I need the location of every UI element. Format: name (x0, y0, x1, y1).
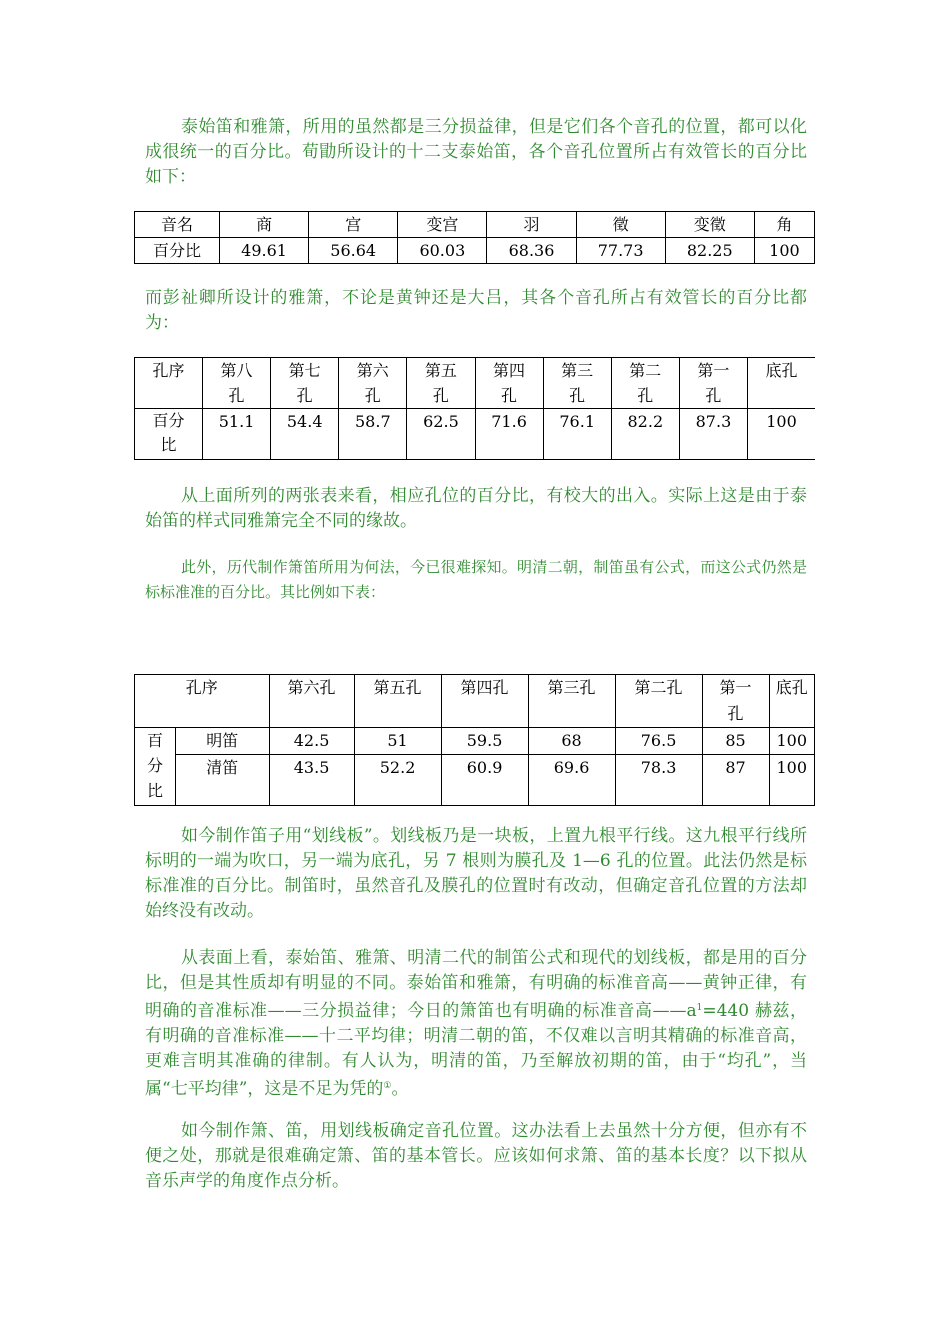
paragraph-ming-qing-intro: 此外，历代制作箫笛所用为何法，今已很难探知。明清二朝，制笛虽有公式，而这公式仍然是标标准准的百分比。其比例如下表： (145, 558, 807, 601)
table-cell: 78.3 (615, 755, 702, 806)
paragraph-taishi-intro: 泰始笛和雅箫，所用的虽然都是三分损益律，但是它们各个音孔的位置，都可以化成很统一的百分比。荀勖所设计的十二支泰始笛，各个音孔位置所占有效管长的百分比如下： (145, 117, 807, 187)
table-cell: 85 (702, 728, 769, 755)
table-cell: 71.6 (475, 409, 543, 460)
table-cell: 100 (754, 238, 814, 264)
table-cell: 69.6 (528, 755, 615, 806)
footnote-marker[interactable]: ① (383, 1081, 392, 1091)
table-cell: 羽 (487, 212, 576, 238)
yaxiao-percentage-table (134, 357, 815, 460)
table-row (135, 409, 816, 460)
table-cell: 徵 (576, 212, 665, 238)
table-cell: 第五 孔 (407, 358, 475, 409)
table-cell: 76.1 (543, 409, 611, 460)
table-cell: 77.73 (576, 238, 665, 264)
table-cell: 音名 (135, 212, 220, 238)
table-cell: 清笛 (176, 755, 270, 806)
table-row (135, 238, 815, 264)
paragraph-conclusion: 如今制作箫、笛，用划线板确定音孔位置。这办法看上去虽然十分方便，但亦有不便之处，那就是很难确定箫、笛的基本管长。应该如何求箫、笛的基本长度？以下拟从音乐声学的角度作点分析。 (145, 1121, 807, 1191)
table-cell: 角 (754, 212, 814, 238)
table-cell: 60.9 (441, 755, 528, 806)
table-cell: 第八 孔 (203, 358, 271, 409)
table-cell: 百分 比 (135, 409, 203, 460)
table-cell: 87 (702, 755, 769, 806)
table-cell: 底孔 (748, 358, 816, 409)
table-cell: 第七 孔 (271, 358, 339, 409)
table-row (135, 728, 815, 755)
table-cell: 第一 孔 (679, 358, 747, 409)
paragraph-analysis-part1: 从表面上看，泰始笛、雅箫、明清二代的制笛公式和现代的划线板，都是用的百分比，但是其性质却有明显的不同。泰始笛和雅箫，有明确的标准音高——黄钟正律，有明确的音准标准——三分损益律；今日的箫笛也有明确的标准音高——a (145, 948, 807, 1021)
paragraph-marking-board: 如今制作笛子用“划线板”。划线板乃是一块板，上置九根平行线。这九根平行线所标明的一端为吹口，另一端为底孔，另 7 根则为膜孔及 1—6 孔的位置。此法仍然是标标准准的百分比。制笛时，虽然音孔及膜孔的位置时有改动，但确定音孔位置的方法却始终没有改动。 (145, 826, 807, 921)
table-cell: 100 (769, 755, 814, 806)
table-cell: 68.36 (487, 238, 576, 264)
table-cell: 87.3 (679, 409, 747, 460)
table-cell: 第一 孔 (702, 675, 769, 728)
table-cell: 51.1 (203, 409, 271, 460)
table-cell: 54.4 (271, 409, 339, 460)
table-cell: 宫 (309, 212, 398, 238)
table-cell: 第二 孔 (611, 358, 679, 409)
table-cell: 82.2 (611, 409, 679, 460)
table-cell: 42.5 (269, 728, 354, 755)
table-row (135, 358, 816, 409)
table-cell: 76.5 (615, 728, 702, 755)
table-cell: 第三 孔 (543, 358, 611, 409)
table-cell: 49.61 (220, 238, 309, 264)
table-cell: 56.64 (309, 238, 398, 264)
table-cell: 孔序 (135, 675, 270, 728)
table-cell: 60.03 (398, 238, 487, 264)
paragraph-analysis (145, 946, 807, 1102)
table-cell: 第三孔 (528, 675, 615, 728)
table-cell: 第四孔 (441, 675, 528, 728)
table-row (135, 675, 815, 728)
table-cell: 商 (220, 212, 309, 238)
table-row (135, 212, 815, 238)
taishi-flute-percentage-table (134, 211, 815, 264)
table-cell: 底孔 (769, 675, 814, 728)
table-cell: 58.7 (339, 409, 407, 460)
table-cell: 51 (354, 728, 441, 755)
paragraph-analysis-end: 。 (391, 1079, 409, 1099)
table-cell: 100 (748, 409, 816, 460)
table-cell: 变徵 (665, 212, 754, 238)
table-row (135, 755, 815, 806)
table-cell: 52.2 (354, 755, 441, 806)
paragraph-analysis-part2: =440 赫兹，有明确的音准标准——十二平均律；明清二朝的笛，不仅难以言明其精确的标准音高，更难言明其准确的律制。有人认为，明清的笛，乃至解放初期的笛，由于“均孔”，当属“七平均律”，这是不足为凭的 (145, 1001, 807, 1099)
table-cell: 59.5 (441, 728, 528, 755)
table-cell: 82.25 (665, 238, 754, 264)
table-cell: 第六孔 (269, 675, 354, 728)
paragraph-yaxiao-intro: 而彭祉卿所设计的雅箫，不论是黄钟还是大吕，其各个音孔所占有效管长的百分比都为： (145, 288, 807, 333)
table-cell: 68 (528, 728, 615, 755)
table-cell: 100 (769, 728, 814, 755)
table-cell: 变宫 (398, 212, 487, 238)
table-cell: 第五孔 (354, 675, 441, 728)
ming-qing-flute-table (134, 674, 815, 806)
table-cell: 第二孔 (615, 675, 702, 728)
table-cell: 62.5 (407, 409, 475, 460)
table-cell: 百分比 (135, 238, 220, 264)
table-cell: 孔序 (135, 358, 203, 409)
superscript: 1 (696, 1003, 703, 1013)
table-cell: 明笛 (176, 728, 270, 755)
table-cell: 43.5 (269, 755, 354, 806)
table-cell: 第六 孔 (339, 358, 407, 409)
table-cell: 百 分 比 (135, 728, 176, 806)
paragraph-comparison: 从上面所列的两张表来看，相应孔位的百分比，有校大的出入。实际上这是由于泰始笛的样式同雅箫完全不同的缘故。 (145, 486, 807, 531)
table-cell: 第四 孔 (475, 358, 543, 409)
